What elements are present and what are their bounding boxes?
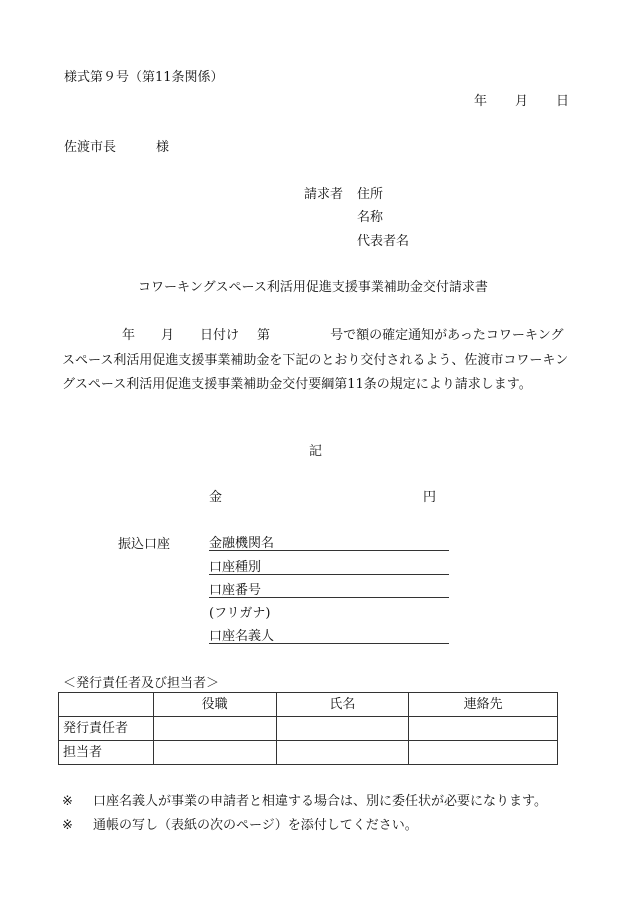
account-number-label: 口座番号 — [209, 583, 262, 598]
bank-name-field — [209, 537, 449, 551]
form-number: 様式第９号（第11条関係） — [64, 70, 224, 85]
issuer-name-cell — [276, 717, 409, 741]
furigana-label: (フリガナ) — [209, 606, 271, 621]
staff-name-cell — [276, 741, 409, 765]
claimant-representative-label: 代表者名 — [357, 234, 410, 249]
claimant-name-label: 名称 — [357, 210, 384, 225]
account-type-field — [209, 561, 449, 575]
addressee-name: 佐渡市長 — [64, 140, 117, 155]
issuer-position-cell — [153, 717, 276, 741]
date-year: 年 — [474, 94, 488, 109]
staff-table-caption: ＜発行責任者及び担当者＞ — [63, 676, 220, 691]
note-1-text: 口座名義人が事業の申請者と相違する場合は、別に委任状が必要になります。 — [93, 794, 547, 809]
addressee-honorific: 様 — [156, 140, 170, 155]
staff-table-header-row — [59, 693, 558, 717]
account-holder-field — [209, 630, 449, 644]
header-name: 氏名 — [276, 693, 409, 717]
row-label-staff: 担当者 — [59, 741, 154, 765]
amount-unit: 円 — [423, 490, 437, 505]
header-contact: 連絡先 — [409, 693, 558, 717]
document-title: コワーキングスペース利活用促進支援事業補助金交付請求書 — [138, 280, 488, 295]
bank-name-label: 金融機関名 — [209, 536, 275, 551]
body-dated: 日付け — [200, 328, 240, 343]
table-row — [59, 717, 558, 741]
account-type-label: 口座種別 — [209, 560, 262, 575]
table-row — [59, 741, 558, 765]
bank-account-label: 振込口座 — [118, 537, 171, 552]
body-month: 月 — [161, 328, 175, 343]
account-number-field — [209, 584, 449, 598]
staff-contact-cell — [409, 741, 558, 765]
body-number-prefix: 第 — [257, 328, 271, 343]
staff-table — [58, 692, 558, 765]
date-month: 月 — [515, 94, 529, 109]
body-text: 号で額の確定通知があったコワーキングスペース利活用促進支援事業補助金を下記のとおり交付されるよう、佐渡市コワーキングスペース利活用促進支援事業補助金交付要綱第11条の規定により請求します。 — [62, 328, 569, 392]
claimant-label: 請求者 — [304, 187, 344, 202]
amount-label: 金 — [209, 490, 223, 505]
staff-position-cell — [153, 741, 276, 765]
claimant-address-label: 住所 — [357, 187, 384, 202]
header-position: 役職 — [153, 693, 276, 717]
issuer-contact-cell — [409, 717, 558, 741]
note-1-mark: ※ — [62, 794, 73, 809]
account-holder-label: 口座名義人 — [209, 629, 275, 644]
body-year: 年 — [122, 328, 136, 343]
row-label-issuer: 発行責任者 — [59, 717, 154, 741]
note-2-mark: ※ — [62, 818, 73, 833]
request-paragraph — [62, 324, 570, 398]
date-day: 日 — [556, 94, 570, 109]
header-blank — [59, 693, 154, 717]
ki-label: 記 — [309, 444, 323, 459]
note-2-text: 通帳の写し（表紙の次のページ）を添付してください。 — [93, 818, 418, 833]
